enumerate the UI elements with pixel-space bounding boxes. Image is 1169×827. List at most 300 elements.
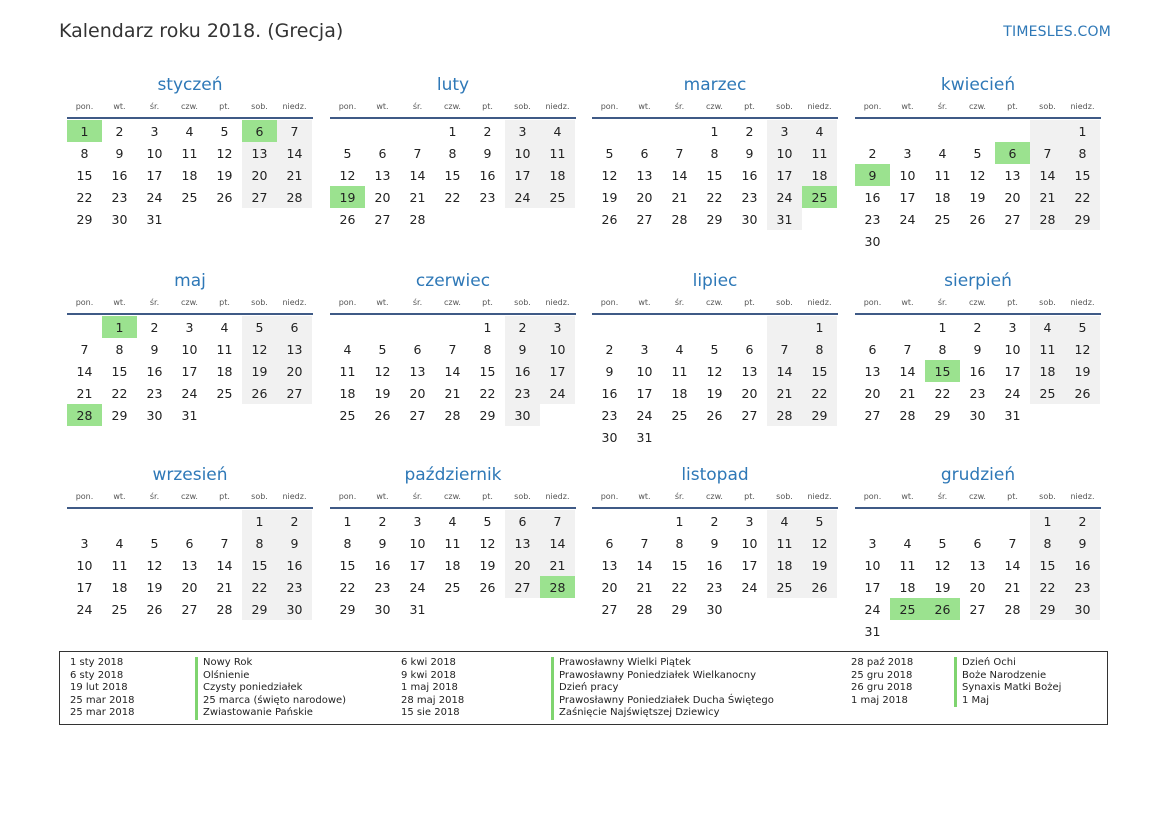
day-cell: 11 bbox=[671, 363, 688, 379]
day-cell: 9 bbox=[605, 363, 614, 379]
day-cell: 2 bbox=[505, 316, 540, 338]
day-cell: 10 bbox=[540, 338, 575, 360]
day-cell: 3 bbox=[1008, 319, 1017, 335]
day-cell: 14 bbox=[1030, 164, 1065, 186]
day-cell: 31 bbox=[767, 208, 802, 230]
header-divider bbox=[855, 507, 1101, 509]
day-cell: 26 bbox=[969, 211, 986, 227]
day-cell: 2 bbox=[378, 513, 387, 529]
day-cell: 22 bbox=[802, 382, 837, 404]
day-cell: 12 bbox=[802, 532, 837, 554]
weekday-label: czw. bbox=[444, 298, 461, 307]
day-cell: 19 bbox=[242, 360, 277, 382]
day-cell: 17 bbox=[864, 579, 881, 595]
day-cell: 30 bbox=[111, 211, 128, 227]
month-name: lipiec bbox=[692, 271, 738, 291]
weekday-label: wt. bbox=[638, 298, 651, 307]
weekday-header bbox=[330, 294, 576, 311]
day-cell: 20 bbox=[741, 385, 758, 401]
day-cell: 27 bbox=[864, 407, 881, 423]
holiday-name: Synaxis Matki Bożej bbox=[962, 682, 1062, 694]
day-cell: 3 bbox=[185, 319, 194, 335]
weekday-label: pt. bbox=[744, 298, 755, 307]
day-cell: 2 bbox=[483, 123, 492, 139]
day-cell: 4 bbox=[220, 319, 229, 335]
day-cell: 6 bbox=[185, 535, 194, 551]
day-cell: 10 bbox=[767, 142, 802, 164]
day-cell: 9 bbox=[150, 341, 159, 357]
day-cell: 7 bbox=[540, 510, 575, 532]
day-cell: 9 bbox=[378, 535, 387, 551]
empty-day-cell bbox=[995, 120, 1030, 142]
weekday-label: pt. bbox=[219, 298, 230, 307]
day-cell: 25 bbox=[444, 579, 461, 595]
holiday-date: 25 mar 2018 bbox=[70, 707, 135, 719]
holiday-names-col-2 bbox=[551, 657, 774, 720]
day-cell: 5 bbox=[605, 145, 614, 161]
weekday-label: niedz. bbox=[545, 102, 570, 111]
day-cell: 10 bbox=[899, 167, 916, 183]
day-cell: 16 bbox=[277, 554, 312, 576]
day-cell: 5 bbox=[343, 145, 352, 161]
day-cell: 9 bbox=[483, 145, 492, 161]
day-cell: 19 bbox=[216, 167, 233, 183]
day-cell: 2 bbox=[710, 513, 719, 529]
holiday-date: 15 sie 2018 bbox=[401, 707, 460, 719]
day-cell: 31 bbox=[146, 211, 163, 227]
day-cell: 29 bbox=[111, 407, 128, 423]
day-cell: 20 bbox=[601, 579, 618, 595]
day-cell: 21 bbox=[76, 385, 93, 401]
weekday-label: sob. bbox=[514, 298, 531, 307]
day-cell: 19 bbox=[969, 189, 986, 205]
day-cell: 10 bbox=[505, 142, 540, 164]
day-cell: 10 bbox=[1004, 341, 1021, 357]
month-8 bbox=[855, 268, 1101, 426]
day-cell: 7 bbox=[1008, 535, 1017, 551]
day-cell: 11 bbox=[1030, 338, 1065, 360]
weekday-label: niedz. bbox=[545, 298, 570, 307]
day-cell: 6 bbox=[277, 316, 312, 338]
weekday-label: śr. bbox=[149, 102, 160, 111]
day-cell: 16 bbox=[146, 363, 163, 379]
day-cell: 5 bbox=[938, 535, 947, 551]
day-cell: 18 bbox=[899, 579, 916, 595]
weekday-label: pt. bbox=[482, 298, 493, 307]
weekday-label: wt. bbox=[638, 492, 651, 501]
day-cell: 4 bbox=[540, 120, 575, 142]
day-cell: 11 bbox=[767, 532, 802, 554]
empty-day-cell bbox=[662, 120, 697, 142]
day-cell: 8 bbox=[115, 341, 124, 357]
day-cell: 28 bbox=[409, 211, 426, 227]
empty-day-cell bbox=[1030, 120, 1065, 142]
weekday-label: śr. bbox=[674, 102, 685, 111]
day-cell: 30 bbox=[706, 601, 723, 617]
empty-day-cell bbox=[855, 316, 890, 338]
day-cell: 20 bbox=[636, 189, 653, 205]
holiday-name: Dzień pracy bbox=[559, 682, 619, 694]
day-cell: 7 bbox=[767, 338, 802, 360]
day-cell: 13 bbox=[1004, 167, 1021, 183]
day-cell: 15 bbox=[479, 363, 496, 379]
day-cell: 19 bbox=[601, 189, 618, 205]
day-cell: 5 bbox=[1065, 316, 1100, 338]
weekday-header bbox=[67, 294, 313, 311]
holiday-name: Boże Narodzenie bbox=[962, 669, 1047, 681]
weekday-label: niedz. bbox=[807, 492, 832, 501]
day-cell: 21 bbox=[1004, 579, 1021, 595]
day-cell: 29 bbox=[934, 407, 951, 423]
weekday-label: wt. bbox=[376, 102, 389, 111]
holiday-names-col-1 bbox=[195, 657, 346, 720]
day-cell: 24 bbox=[181, 385, 198, 401]
day-cell: 26 bbox=[339, 211, 356, 227]
weekday-label: pt. bbox=[1007, 492, 1018, 501]
day-cell: 18 bbox=[671, 385, 688, 401]
day-cell: 11 bbox=[216, 341, 233, 357]
day-cell: 27 bbox=[741, 407, 758, 423]
day-cell: 13 bbox=[636, 167, 653, 183]
holiday-date: 1 maj 2018 bbox=[401, 682, 458, 694]
weekday-label: pt. bbox=[219, 492, 230, 501]
weekday-label: pon. bbox=[600, 102, 619, 111]
day-cell: 4 bbox=[802, 120, 837, 142]
weekday-header bbox=[67, 98, 313, 115]
weekday-label: pt. bbox=[482, 102, 493, 111]
day-cell: 7 bbox=[80, 341, 89, 357]
day-cell: 18 bbox=[802, 164, 837, 186]
day-cell: 12 bbox=[1065, 338, 1100, 360]
day-cell: 29 bbox=[1030, 598, 1065, 620]
day-cell: 16 bbox=[1065, 554, 1100, 576]
day-cell: 10 bbox=[741, 535, 758, 551]
day-cell: 4 bbox=[185, 123, 194, 139]
empty-day-cell bbox=[925, 510, 960, 532]
month-12 bbox=[855, 462, 1101, 642]
day-cell: 20 bbox=[505, 554, 540, 576]
day-cell: 23 bbox=[706, 579, 723, 595]
day-cell: 28 bbox=[444, 407, 461, 423]
day-cell: 27 bbox=[277, 382, 312, 404]
header-divider bbox=[67, 507, 313, 509]
day-cell: 9 bbox=[710, 535, 719, 551]
empty-day-cell bbox=[592, 510, 627, 532]
day-cell: 13 bbox=[242, 142, 277, 164]
day-cell: 25 bbox=[671, 407, 688, 423]
day-cell: 11 bbox=[802, 142, 837, 164]
day-cell: 18 bbox=[767, 554, 802, 576]
day-cell: 21 bbox=[540, 554, 575, 576]
empty-day-cell bbox=[365, 316, 400, 338]
day-cell: 9 bbox=[277, 532, 312, 554]
weekday-label: czw. bbox=[181, 492, 198, 501]
day-cell: 8 bbox=[710, 145, 719, 161]
empty-day-cell bbox=[400, 316, 435, 338]
day-cell: 29 bbox=[671, 601, 688, 617]
day-cell: 11 bbox=[339, 363, 356, 379]
day-cell: 24 bbox=[864, 601, 881, 617]
weekday-label: niedz. bbox=[1070, 492, 1095, 501]
day-cell: 15 bbox=[1030, 554, 1065, 576]
month-11 bbox=[592, 462, 838, 620]
day-cell: 20 bbox=[242, 164, 277, 186]
day-cell: 28 bbox=[1004, 601, 1021, 617]
empty-day-cell bbox=[890, 120, 925, 142]
weekday-label: niedz. bbox=[1070, 102, 1095, 111]
day-cell: 16 bbox=[479, 167, 496, 183]
day-cell: 4 bbox=[767, 510, 802, 532]
day-cell: 23 bbox=[277, 576, 312, 598]
holiday-date: 19 lut 2018 bbox=[70, 682, 128, 694]
holiday-name: 1 Maj bbox=[962, 694, 990, 706]
month-name: czerwiec bbox=[415, 271, 491, 291]
day-cell: 12 bbox=[969, 167, 986, 183]
empty-day-cell bbox=[592, 120, 627, 142]
day-cell: 12 bbox=[146, 557, 163, 573]
day-cell: 16 bbox=[374, 557, 391, 573]
day-cell: 17 bbox=[76, 579, 93, 595]
day-cell: 26 bbox=[601, 211, 618, 227]
weekday-label: czw. bbox=[706, 102, 723, 111]
day-cell: 2 bbox=[115, 123, 124, 139]
weekday-header bbox=[855, 294, 1101, 311]
month-10 bbox=[330, 462, 576, 620]
month-name: październik bbox=[404, 465, 502, 485]
day-cell: 28 bbox=[216, 601, 233, 617]
empty-day-cell bbox=[330, 316, 365, 338]
holiday-name: Dzień Ochi bbox=[962, 657, 1016, 668]
day-cell: 30 bbox=[146, 407, 163, 423]
empty-day-cell bbox=[365, 120, 400, 142]
weekday-label: pt. bbox=[482, 492, 493, 501]
empty-day-cell bbox=[627, 510, 662, 532]
weekday-header bbox=[330, 98, 576, 115]
weekday-label: pon. bbox=[338, 492, 357, 501]
day-cell: 1 bbox=[938, 319, 947, 335]
header-divider bbox=[330, 117, 576, 119]
weekday-header bbox=[592, 98, 838, 115]
weekday-label: czw. bbox=[181, 298, 198, 307]
day-cell: 25 bbox=[181, 189, 198, 205]
holiday-day-cell: 28 bbox=[540, 576, 575, 598]
day-cell: 8 bbox=[1065, 142, 1100, 164]
header-divider bbox=[592, 507, 838, 509]
empty-day-cell bbox=[890, 316, 925, 338]
day-cell: 27 bbox=[181, 601, 198, 617]
weekday-label: sob. bbox=[251, 492, 268, 501]
day-cell: 13 bbox=[409, 363, 426, 379]
day-cell: 9 bbox=[973, 341, 982, 357]
day-cell: 7 bbox=[448, 341, 457, 357]
day-cell: 22 bbox=[444, 189, 461, 205]
day-cell: 19 bbox=[934, 579, 951, 595]
day-cell: 7 bbox=[675, 145, 684, 161]
day-cell: 24 bbox=[899, 211, 916, 227]
day-cell: 22 bbox=[479, 385, 496, 401]
day-cell: 2 bbox=[150, 319, 159, 335]
day-cell: 6 bbox=[640, 145, 649, 161]
day-cell: 21 bbox=[899, 385, 916, 401]
page-title: Kalendarz roku 2018. (Grecja) bbox=[59, 20, 344, 42]
month-name: styczeń bbox=[157, 75, 223, 95]
day-cell: 19 bbox=[802, 554, 837, 576]
day-cell: 14 bbox=[1004, 557, 1021, 573]
day-cell: 15 bbox=[671, 557, 688, 573]
day-cell: 10 bbox=[409, 535, 426, 551]
day-cell: 1 bbox=[802, 316, 837, 338]
day-cell: 24 bbox=[636, 407, 653, 423]
day-cell: 30 bbox=[277, 598, 312, 620]
holiday-date: 6 kwi 2018 bbox=[401, 657, 456, 668]
weekday-label: sob. bbox=[251, 102, 268, 111]
weekday-label: niedz. bbox=[807, 298, 832, 307]
day-cell: 17 bbox=[899, 189, 916, 205]
day-cell: 24 bbox=[741, 579, 758, 595]
month-name: sierpień bbox=[944, 271, 1012, 291]
day-cell: 31 bbox=[181, 407, 198, 423]
day-cell: 21 bbox=[1030, 186, 1065, 208]
day-grid bbox=[67, 316, 313, 426]
day-cell: 23 bbox=[146, 385, 163, 401]
holiday-name: Nowy Rok bbox=[203, 657, 253, 668]
day-cell: 21 bbox=[671, 189, 688, 205]
day-cell: 18 bbox=[444, 557, 461, 573]
day-cell: 30 bbox=[741, 211, 758, 227]
empty-day-cell bbox=[172, 510, 207, 532]
day-cell: 10 bbox=[146, 145, 163, 161]
month-name: wrzesień bbox=[152, 465, 228, 485]
day-cell: 5 bbox=[242, 316, 277, 338]
weekday-label: wt. bbox=[638, 102, 651, 111]
holiday-list bbox=[59, 651, 1108, 725]
day-cell: 15 bbox=[111, 363, 128, 379]
empty-day-cell bbox=[400, 120, 435, 142]
day-cell: 9 bbox=[1065, 532, 1100, 554]
day-cell: 3 bbox=[903, 145, 912, 161]
header-divider bbox=[330, 313, 576, 315]
day-cell: 19 bbox=[479, 557, 496, 573]
holiday-dates-col-3 bbox=[851, 657, 913, 707]
weekday-label: sob. bbox=[776, 102, 793, 111]
day-cell: 4 bbox=[938, 145, 947, 161]
weekday-label: śr. bbox=[937, 298, 948, 307]
holiday-dates-col-2 bbox=[401, 657, 464, 720]
empty-day-cell bbox=[855, 510, 890, 532]
weekday-label: wt. bbox=[901, 298, 914, 307]
day-cell: 30 bbox=[969, 407, 986, 423]
day-cell: 18 bbox=[181, 167, 198, 183]
day-cell: 3 bbox=[767, 120, 802, 142]
day-cell: 20 bbox=[969, 579, 986, 595]
day-cell: 15 bbox=[444, 167, 461, 183]
day-cell: 21 bbox=[444, 385, 461, 401]
day-cell: 1 bbox=[1030, 510, 1065, 532]
day-cell: 13 bbox=[741, 363, 758, 379]
month-1 bbox=[67, 72, 313, 230]
empty-day-cell bbox=[102, 510, 137, 532]
day-cell: 1 bbox=[675, 513, 684, 529]
day-cell: 31 bbox=[864, 623, 881, 639]
day-cell: 14 bbox=[636, 557, 653, 573]
day-cell: 6 bbox=[378, 145, 387, 161]
holiday-day-cell: 6 bbox=[995, 142, 1030, 164]
day-cell: 10 bbox=[181, 341, 198, 357]
day-cell: 27 bbox=[505, 576, 540, 598]
month-9 bbox=[67, 462, 313, 620]
day-cell: 26 bbox=[242, 382, 277, 404]
day-cell: 14 bbox=[540, 532, 575, 554]
day-cell: 17 bbox=[540, 360, 575, 382]
day-cell: 22 bbox=[934, 385, 951, 401]
day-cell: 17 bbox=[636, 385, 653, 401]
weekday-label: pt. bbox=[1007, 298, 1018, 307]
day-cell: 7 bbox=[640, 535, 649, 551]
day-cell: 22 bbox=[706, 189, 723, 205]
day-cell: 5 bbox=[220, 123, 229, 139]
day-grid bbox=[592, 316, 838, 448]
holiday-day-cell: 6 bbox=[242, 120, 277, 142]
day-cell: 19 bbox=[1065, 360, 1100, 382]
day-cell: 17 bbox=[767, 164, 802, 186]
day-cell: 2 bbox=[277, 510, 312, 532]
day-cell: 9 bbox=[505, 338, 540, 360]
day-cell: 28 bbox=[277, 186, 312, 208]
holiday-dates-col-1 bbox=[70, 657, 135, 720]
weekday-label: pon. bbox=[338, 298, 357, 307]
day-cell: 13 bbox=[505, 532, 540, 554]
day-cell: 24 bbox=[505, 186, 540, 208]
header-divider bbox=[592, 117, 838, 119]
day-cell: 6 bbox=[973, 535, 982, 551]
day-cell: 14 bbox=[671, 167, 688, 183]
holiday-name: 25 marca (święto narodowe) bbox=[203, 694, 347, 706]
day-cell: 12 bbox=[479, 535, 496, 551]
weekday-header bbox=[855, 488, 1101, 505]
day-cell: 19 bbox=[146, 579, 163, 595]
holiday-day-cell: 19 bbox=[330, 186, 365, 208]
day-cell: 29 bbox=[1065, 208, 1100, 230]
holiday-name: Zaśnięcie Najświętszej Dziewicy bbox=[559, 707, 720, 719]
day-cell: 29 bbox=[479, 407, 496, 423]
empty-day-cell bbox=[925, 120, 960, 142]
day-cell: 24 bbox=[409, 579, 426, 595]
day-cell: 22 bbox=[1030, 576, 1065, 598]
day-cell: 1 bbox=[343, 513, 352, 529]
empty-day-cell bbox=[592, 316, 627, 338]
day-cell: 1 bbox=[448, 123, 457, 139]
day-cell: 8 bbox=[802, 338, 837, 360]
empty-day-cell bbox=[855, 120, 890, 142]
weekday-label: śr. bbox=[937, 102, 948, 111]
weekday-label: sob. bbox=[1039, 298, 1056, 307]
day-grid bbox=[330, 510, 576, 620]
holiday-name: Czysty poniedziałek bbox=[203, 682, 303, 694]
empty-day-cell bbox=[995, 510, 1030, 532]
holiday-date: 6 sty 2018 bbox=[70, 669, 124, 681]
day-cell: 14 bbox=[899, 363, 916, 379]
brand-logo[interactable]: TIMESLES.COM bbox=[1003, 24, 1111, 40]
day-cell: 21 bbox=[216, 579, 233, 595]
day-cell: 5 bbox=[483, 513, 492, 529]
weekday-header bbox=[67, 488, 313, 505]
day-cell: 22 bbox=[671, 579, 688, 595]
weekday-label: pon. bbox=[75, 298, 94, 307]
day-cell: 18 bbox=[1030, 360, 1065, 382]
weekday-label: wt. bbox=[113, 298, 126, 307]
day-cell: 24 bbox=[146, 189, 163, 205]
day-cell: 17 bbox=[505, 164, 540, 186]
